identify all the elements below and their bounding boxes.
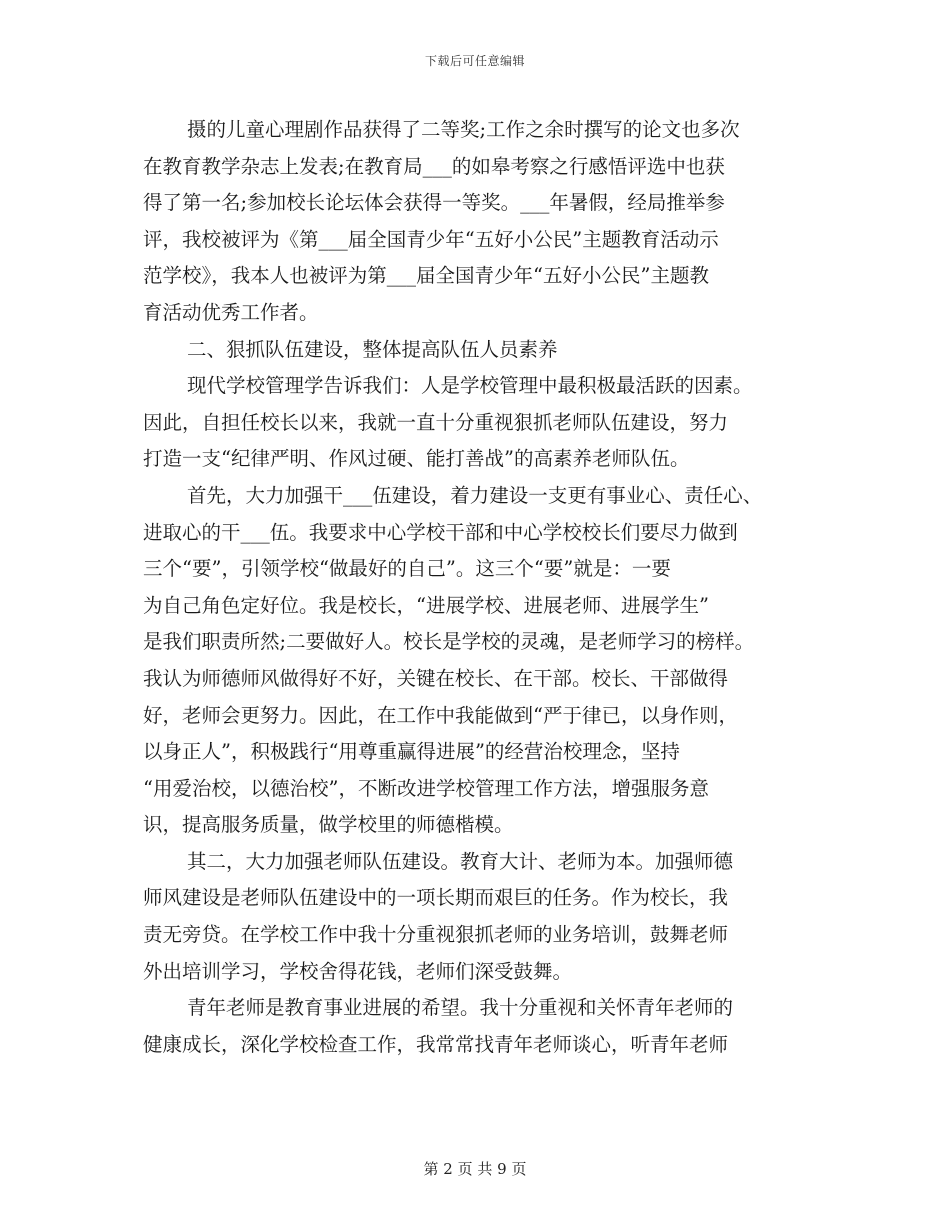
text-line: 在教育教学杂志上发表;在教育局___的如皋考察之行感悟评选中也获 — [143, 154, 725, 178]
text-line: 首先，大力加强干___伍建设，着力建设一支更有事业心、责任心、 — [187, 483, 763, 507]
text-line: 责无旁贷。在学校工作中我十分重视狠抓老师的业务培训，鼓舞老师 — [143, 923, 729, 947]
text-line: 青年老师是教育事业进展的希望。我十分重视和关怀青年老师的 — [187, 996, 734, 1020]
text-line: 为自己角色定好位。我是校长，“进展学校、进展老师、进展学生” — [143, 593, 709, 617]
text-line: 评，我校被评为《第___届全国青少年“五好小公民”主题教育活动示 — [143, 227, 719, 251]
text-line: 其二，大力加强老师队伍建设。教育大计、老师为本。加强师德 — [187, 849, 734, 873]
text-line: 摄的儿童心理剧作品获得了二等奖;工作之余时撰写的论文也多次 — [187, 118, 740, 141]
text-line: 三个“要”，引领学校“做最好的自己”。这三个“要”就是：一要 — [143, 557, 671, 581]
text-line: 外出培训学习，学校舍得花钱，老师们深受鼓舞。 — [143, 959, 573, 983]
text-line: 识，提高服务质量，做学校里的师德楷模。 — [143, 813, 514, 837]
text-line: 得了第一名;参加校长论坛体会获得一等奖。___年暑假，经局推举参 — [143, 191, 725, 215]
text-line: 是我们职责所然;二要做好人。校长是学校的灵魂，是老师学习的榜样。 — [143, 630, 755, 654]
text-line: 师风建设是老师队伍建设中的一项长期而艰巨的任务。作为校长，我 — [143, 886, 729, 910]
text-line: 因此，自担任校长以来，我就一直十分重视狠抓老师队伍建设，努力 — [143, 410, 729, 434]
text-line: “用爱治校，以德治校”，不断改进学校管理工作方法，增强服务意 — [143, 776, 709, 800]
text-line: 以身正人”，积极践行“用尊重赢得进展”的经营治校理念，坚持 — [143, 740, 680, 764]
text-line: 进取心的干___伍。我要求中心学校干部和中心学校校长们要尽力做到 — [143, 520, 738, 544]
page-header: 下载后可任意编辑 — [424, 54, 525, 68]
text-line: 好，老师会更努力。因此，在工作中我能做到“严于律已，以身作则， — [143, 703, 738, 727]
text-line: 范学校》，我本人也被评为第___届全国青少年“五好小公民”主题教 — [143, 264, 709, 288]
text-line: 二、狠抓队伍建设，整体提高队伍人员素养 — [187, 337, 558, 361]
text-line: 我认为师德师风做得好不好，关键在校长、在干部。校长、干部做得 — [143, 666, 729, 690]
text-line: 打造一支“纪律严明、作风过硬、能打善战”的高素养老师队伍。 — [143, 447, 690, 471]
text-line: 健康成长，深化学校检查工作，我常常找青年老师谈心，听青年老师 — [143, 1032, 729, 1056]
text-line: 现代学校管理学告诉我们：人是学校管理中最积极最活跃的因素。 — [187, 374, 753, 398]
text-line: 育活动优秀工作者。 — [143, 300, 319, 324]
page-footer: 第 2 页 共 9 页 — [423, 1160, 527, 1178]
document-body — [143, 112, 823, 1063]
